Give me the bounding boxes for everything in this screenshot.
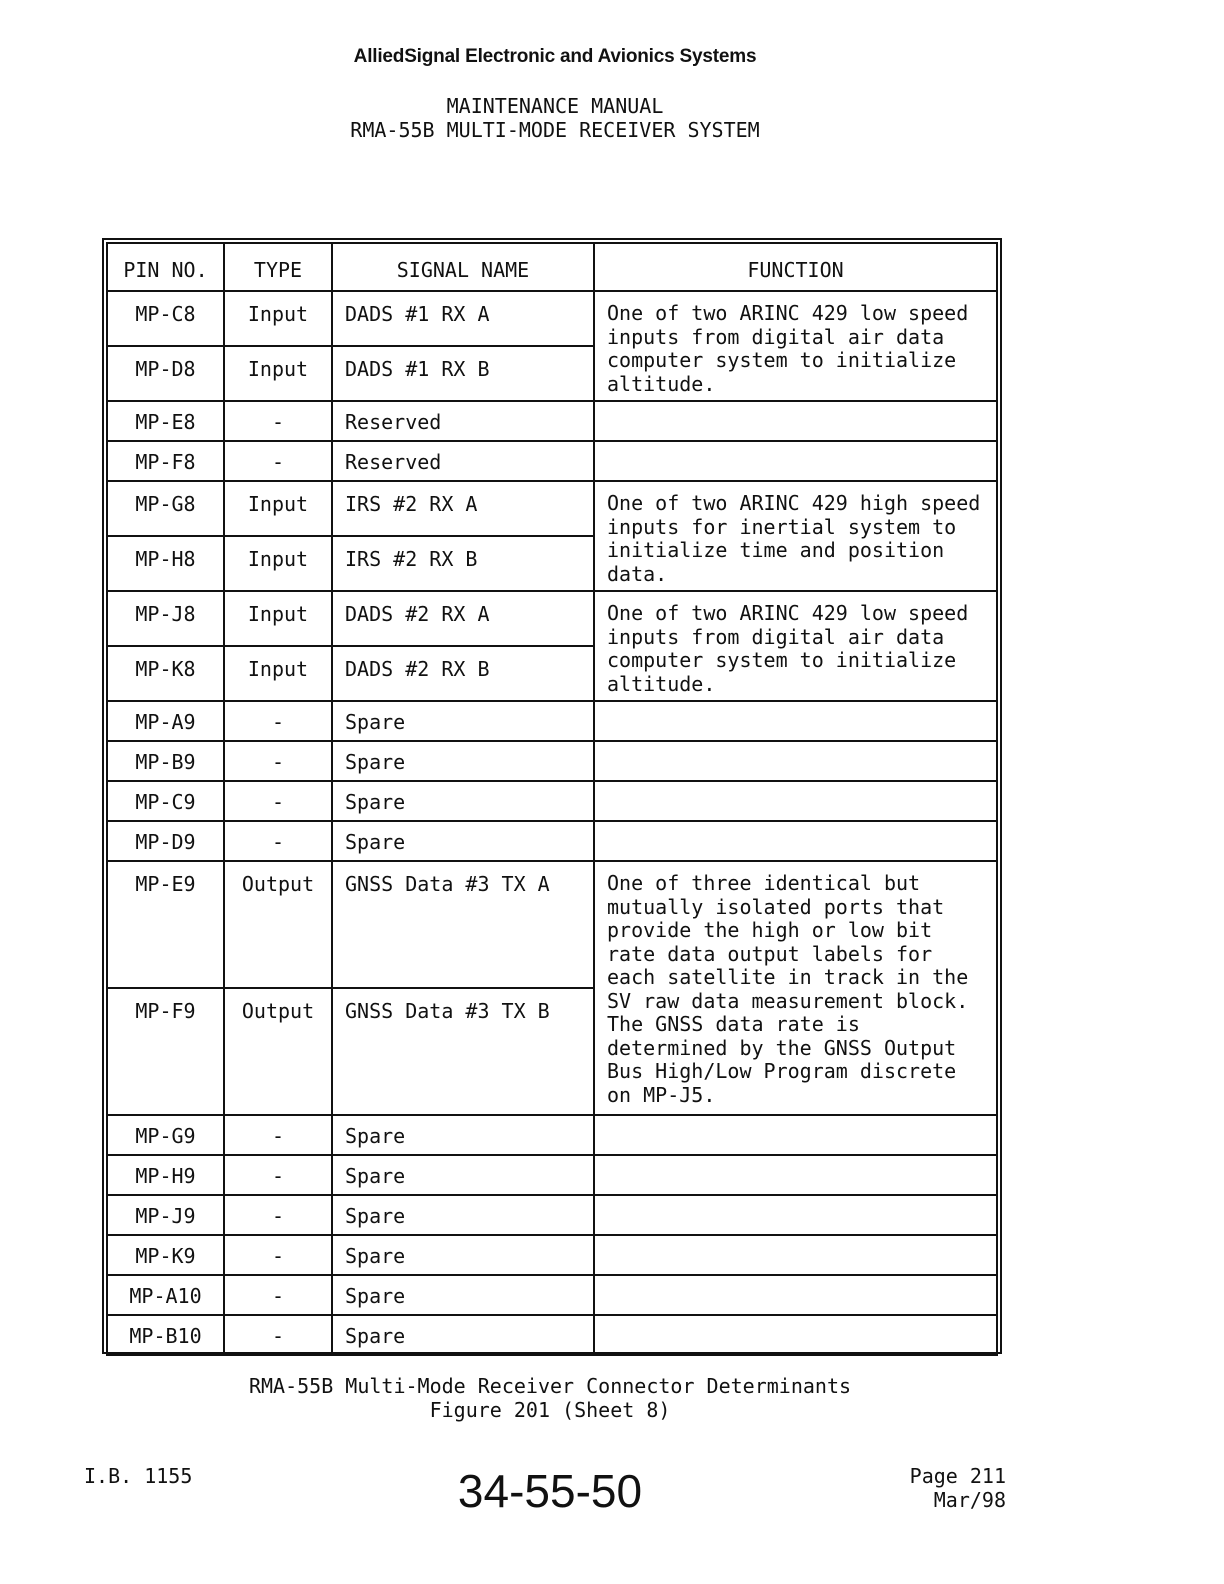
signal-cell: Spare bbox=[332, 1115, 594, 1155]
pin-table bbox=[106, 242, 998, 1356]
pin-cell: MP-J8 bbox=[107, 591, 224, 646]
signal-cell: Reserved bbox=[332, 401, 594, 441]
type-cell: - bbox=[224, 781, 332, 821]
function-cell: One of three identical but mutually isolated ports that provide the high or low bit rate data output labels for each satellite in track in the SV raw data measurement block. The GNSS data rate is determined by the GNSS Output Bus High/Low Program discrete on MP-J5. bbox=[594, 861, 997, 1115]
table-row bbox=[107, 401, 997, 441]
pin-cell: MP-K9 bbox=[107, 1235, 224, 1275]
table-row bbox=[107, 1275, 997, 1315]
table-row bbox=[107, 1115, 997, 1155]
pin-cell: MP-B10 bbox=[107, 1315, 224, 1355]
header-pin-no: PIN NO. bbox=[107, 243, 224, 291]
type-cell: - bbox=[224, 741, 332, 781]
table-row bbox=[107, 781, 997, 821]
type-cell: Input bbox=[224, 536, 332, 591]
signal-cell: Spare bbox=[332, 1275, 594, 1315]
pin-cell: MP-G9 bbox=[107, 1115, 224, 1155]
function-cell bbox=[594, 1315, 997, 1355]
function-cell bbox=[594, 401, 997, 441]
function-cell bbox=[594, 1195, 997, 1235]
type-cell: - bbox=[224, 1315, 332, 1355]
type-cell: - bbox=[224, 1275, 332, 1315]
signal-cell: Spare bbox=[332, 781, 594, 821]
signal-cell: Spare bbox=[332, 821, 594, 861]
table-row bbox=[107, 1235, 997, 1275]
table-row bbox=[107, 1195, 997, 1235]
table-row bbox=[107, 701, 997, 741]
type-cell: - bbox=[224, 1195, 332, 1235]
pin-cell: MP-K8 bbox=[107, 646, 224, 701]
type-cell: - bbox=[224, 821, 332, 861]
pin-cell: MP-H8 bbox=[107, 536, 224, 591]
revision-date: Mar/98 bbox=[933, 1488, 1006, 1512]
document-number: 34-55-50 bbox=[457, 1465, 643, 1517]
figure-caption bbox=[0, 1374, 1100, 1422]
function-cell bbox=[594, 1275, 997, 1315]
signal-cell: DADS #2 RX B bbox=[332, 646, 594, 701]
signal-cell: Spare bbox=[332, 741, 594, 781]
type-cell: Output bbox=[224, 988, 332, 1115]
type-cell: Input bbox=[224, 346, 332, 401]
pin-cell: MP-D9 bbox=[107, 821, 224, 861]
function-cell bbox=[594, 821, 997, 861]
table-row bbox=[107, 591, 997, 646]
type-cell: Output bbox=[224, 861, 332, 988]
pin-cell: MP-E8 bbox=[107, 401, 224, 441]
header-signal-name: SIGNAL NAME bbox=[332, 243, 594, 291]
manual-title-line2: RMA-55B MULTI-MODE RECEIVER SYSTEM bbox=[350, 118, 760, 142]
ib-number: I.B. 1155 bbox=[84, 1464, 193, 1488]
signal-cell: Spare bbox=[332, 1315, 594, 1355]
header-function: FUNCTION bbox=[594, 243, 997, 291]
table-row bbox=[107, 861, 997, 988]
page-number: Page 211 bbox=[909, 1464, 1006, 1488]
type-cell: Input bbox=[224, 591, 332, 646]
signal-cell: DADS #2 RX A bbox=[332, 591, 594, 646]
pin-cell: MP-E9 bbox=[107, 861, 224, 988]
signal-cell: Reserved bbox=[332, 441, 594, 481]
type-cell: Input bbox=[224, 481, 332, 536]
type-cell: - bbox=[224, 441, 332, 481]
function-cell bbox=[594, 441, 997, 481]
header-type: TYPE bbox=[224, 243, 332, 291]
table-row bbox=[107, 1315, 997, 1355]
pin-cell: MP-F8 bbox=[107, 441, 224, 481]
pin-cell: MP-C9 bbox=[107, 781, 224, 821]
type-cell: Input bbox=[224, 291, 332, 346]
table-row bbox=[107, 1155, 997, 1195]
table-row bbox=[107, 291, 997, 346]
pin-cell: MP-C8 bbox=[107, 291, 224, 346]
type-cell: Input bbox=[224, 646, 332, 701]
function-cell bbox=[594, 1115, 997, 1155]
figure-title: RMA-55B Multi-Mode Receiver Connector Determinants bbox=[248, 1374, 852, 1398]
signal-cell: DADS #1 RX A bbox=[332, 291, 594, 346]
function-cell bbox=[594, 701, 997, 741]
function-cell: One of two ARINC 429 high speed inputs for inertial system to initialize time and position data. bbox=[594, 481, 997, 591]
function-cell bbox=[594, 1155, 997, 1195]
table-row bbox=[107, 741, 997, 781]
type-cell: - bbox=[224, 1155, 332, 1195]
signal-cell: GNSS Data #3 TX A bbox=[332, 861, 594, 988]
function-cell bbox=[594, 741, 997, 781]
figure-number: Figure 201 (Sheet 8) bbox=[429, 1398, 671, 1422]
function-cell: One of two ARINC 429 low speed inputs from digital air data computer system to initialize altitude. bbox=[594, 591, 997, 701]
pin-cell: MP-G8 bbox=[107, 481, 224, 536]
signal-cell: Spare bbox=[332, 1155, 594, 1195]
function-cell bbox=[594, 1235, 997, 1275]
signal-cell: Spare bbox=[332, 1195, 594, 1235]
signal-cell: DADS #1 RX B bbox=[332, 346, 594, 401]
function-cell: One of two ARINC 429 low speed inputs from digital air data computer system to initialize altitude. bbox=[594, 291, 997, 401]
table-row bbox=[107, 821, 997, 861]
pin-cell: MP-A9 bbox=[107, 701, 224, 741]
manual-title-line1: MAINTENANCE MANUAL bbox=[446, 94, 664, 118]
pin-cell: MP-A10 bbox=[107, 1275, 224, 1315]
signal-cell: Spare bbox=[332, 701, 594, 741]
type-cell: - bbox=[224, 1235, 332, 1275]
signal-cell: GNSS Data #3 TX B bbox=[332, 988, 594, 1115]
type-cell: - bbox=[224, 701, 332, 741]
type-cell: - bbox=[224, 1115, 332, 1155]
signal-cell: IRS #2 RX A bbox=[332, 481, 594, 536]
type-cell: - bbox=[224, 401, 332, 441]
pin-cell: MP-F9 bbox=[107, 988, 224, 1115]
pin-cell: MP-B9 bbox=[107, 741, 224, 781]
table-row bbox=[107, 441, 997, 481]
pin-table-frame bbox=[102, 238, 1002, 1354]
signal-cell: IRS #2 RX B bbox=[332, 536, 594, 591]
manual-title bbox=[0, 94, 1110, 142]
signal-cell: Spare bbox=[332, 1235, 594, 1275]
table-header-row bbox=[107, 243, 997, 291]
pin-cell: MP-J9 bbox=[107, 1195, 224, 1235]
table-row bbox=[107, 481, 997, 536]
page-info bbox=[860, 1464, 1006, 1512]
function-cell bbox=[594, 781, 997, 821]
pin-cell: MP-H9 bbox=[107, 1155, 224, 1195]
company-name: AlliedSignal Electronic and Avionics Systems bbox=[353, 46, 757, 67]
pin-cell: MP-D8 bbox=[107, 346, 224, 401]
